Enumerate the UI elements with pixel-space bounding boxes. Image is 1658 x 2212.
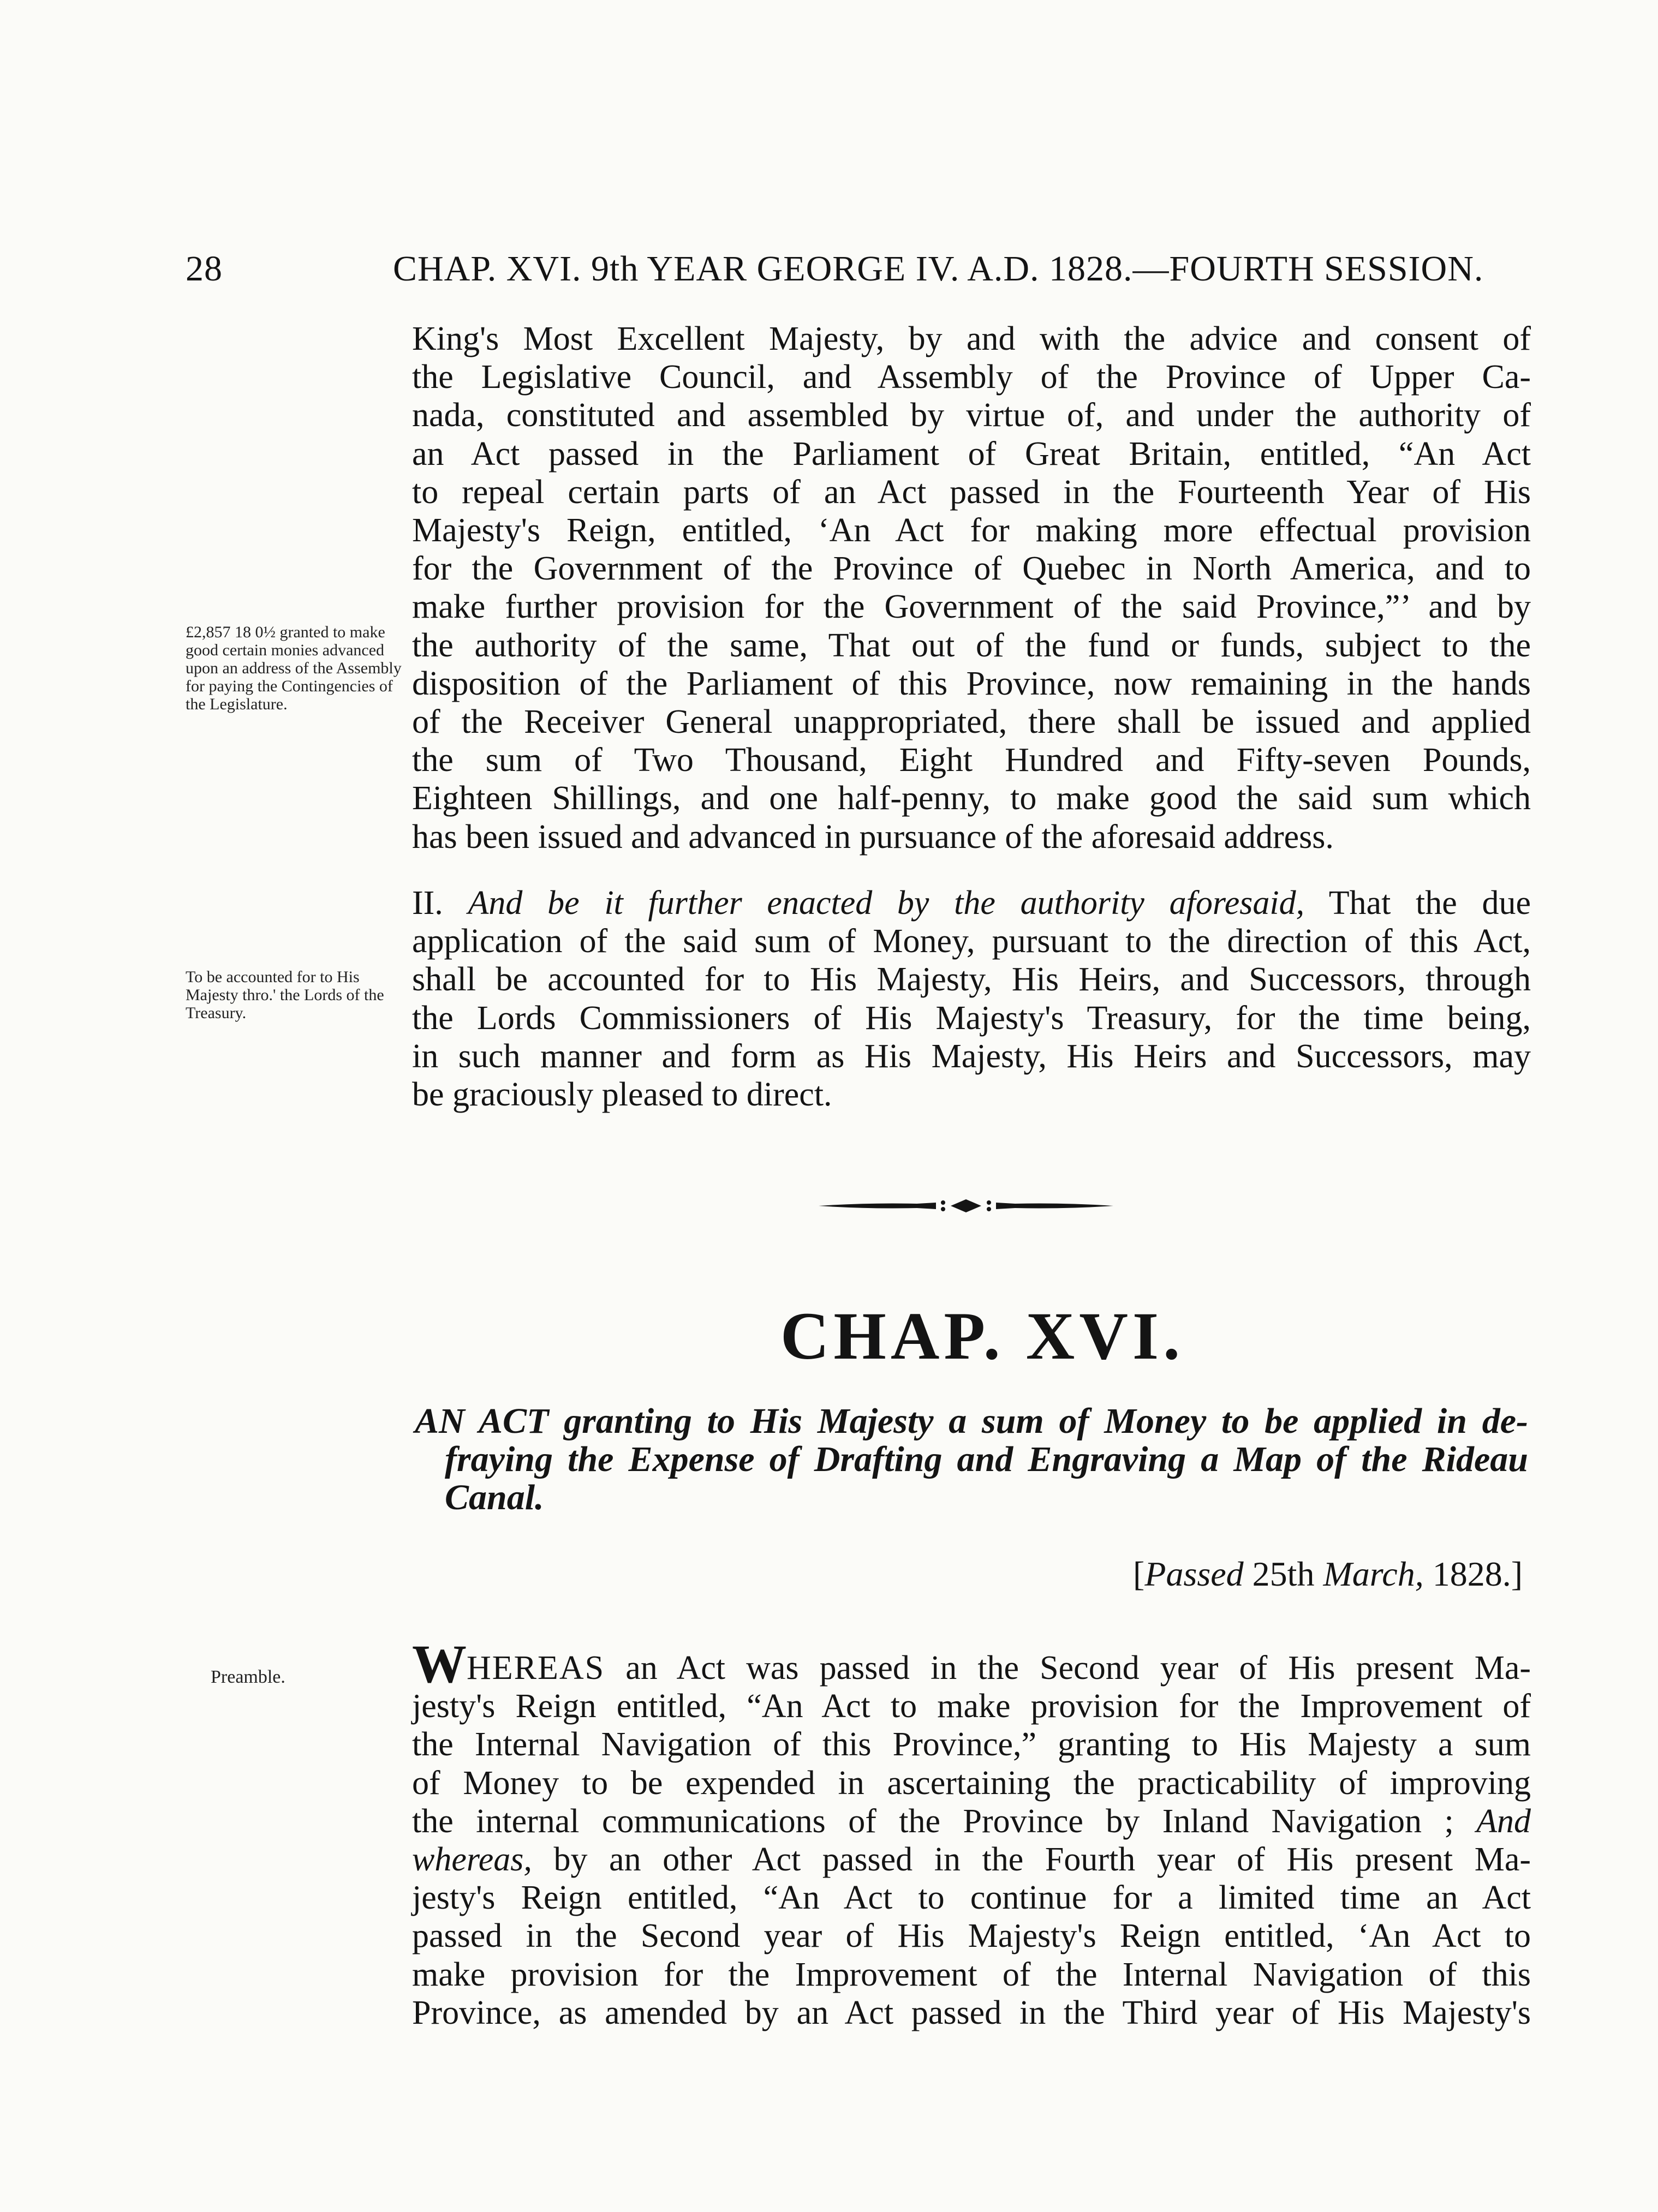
- smallcaps-word: HEREAS: [467, 1649, 605, 1687]
- text-line: be graciously pleased to direct.: [412, 1076, 832, 1114]
- section-number: II.: [412, 884, 443, 922]
- text-line: has been issued and advanced in pursuance of the aforesaid address.: [412, 818, 1334, 856]
- passed-word: Passed: [1144, 1555, 1244, 1593]
- text-line: Majesty's Reign, entitled, ‘An Act for making more effectual provision: [412, 512, 1531, 549]
- text-fragment: That the due: [1328, 884, 1531, 922]
- running-head: [186, 248, 1506, 290]
- paragraph-preamble: [412, 1634, 1531, 2032]
- text-line: application of the said sum of Money, pursuant to the direction of this Act,: [412, 923, 1531, 960]
- text-line: the Lords Commissioners of His Majesty's Treasury, for the time being,: [412, 999, 1531, 1037]
- text-line: make further provision for the Government of the said Province,”’ and by: [412, 588, 1531, 626]
- passed-year: 1828.]: [1432, 1555, 1523, 1593]
- margin-note-accounting: To be accounted for to His Majesty thro.' the Lords of the Treasury.: [186, 968, 384, 1022]
- text-line: the Legislative Council, and Assembly of the Province of Upper Ca-: [412, 358, 1531, 396]
- text-fragment: granting to His Majesty a sum of Money to be applied in de-: [564, 1401, 1528, 1441]
- margin-note-grant: £2,857 18 0½ granted to make good certain monies advanced upon an address of the Assembly for paying the Contingencies of the Legislature.: [186, 623, 402, 713]
- text-line: make provision for the Improvement of the Internal Navigation of this: [412, 1956, 1531, 1993]
- text-line: of Money to be expended in ascertaining the practicability of improving: [412, 1764, 1531, 1802]
- text-line: in such manner and form as His Majesty, His Heirs and Successors, may: [412, 1037, 1531, 1075]
- text-line: Province, as amended by an Act passed in the Third year of His Majesty's: [412, 1994, 1531, 2031]
- act-title: [415, 1402, 1528, 1517]
- passed-day: 25th: [1252, 1555, 1315, 1593]
- running-title: CHAP. XVI. 9th YEAR GEORGE IV. A.D. 1828.—FOURTH SESSION.: [393, 249, 1484, 289]
- and-whereas: And: [1476, 1802, 1531, 1840]
- text-line: [412, 884, 1531, 922]
- text-line: of the Receiver General unappropriated, there shall be issued and applied: [412, 703, 1531, 741]
- text-line: Canal.: [445, 1478, 544, 1517]
- chapter-heading: CHAP. XVI.: [780, 1299, 1185, 1373]
- text-line: passed in the Second year of His Majesty's Reign entitled, ‘An Act to: [412, 1917, 1531, 1955]
- page-number: 28: [186, 249, 223, 289]
- margin-note-preamble: Preamble.: [211, 1667, 285, 1687]
- and-whereas: whereas,: [412, 1841, 532, 1879]
- text-fragment: an Act was passed in the Second year of His present Ma-: [625, 1649, 1531, 1687]
- paragraph-section-2: [412, 884, 1531, 1114]
- text-line: [415, 1402, 1528, 1440]
- text-line: the Internal Navigation of this Province,” granting to His Majesty a sum: [412, 1726, 1531, 1763]
- text-line: the sum of Two Thousand, Eight Hundred and Fifty-seven Pounds,: [412, 742, 1531, 779]
- text-line: [412, 1802, 1531, 1840]
- text-line: [412, 1840, 1531, 1879]
- text-line: King's Most Excellent Majesty, by and with the advice and consent of: [412, 320, 1531, 357]
- drop-capital: W: [412, 1634, 467, 1694]
- passed-month: March,: [1323, 1555, 1424, 1593]
- an-act-label: AN ACT: [415, 1401, 549, 1441]
- text-line: [412, 1634, 1531, 1694]
- text-line: nada, constituted and assembled by virtue of, and under the authority of: [412, 397, 1531, 434]
- enacting-words: And be it further enacted by the authority aforesaid,: [468, 884, 1305, 922]
- text-fragment: by an other Act passed in the Fourth year of His present Ma-: [553, 1841, 1531, 1879]
- text-line: for the Government of the Province of Quebec in North America, and to: [412, 550, 1531, 588]
- bracket: [: [1133, 1555, 1145, 1593]
- text-line: Eighteen Shillings, and one half-penny, to make good the said sum which: [412, 780, 1531, 817]
- text-line: jesty's Reign entitled, “An Act to make provision for the Improvement of: [412, 1688, 1531, 1725]
- ornament-divider: [813, 1195, 1119, 1217]
- text-line: jesty's Reign entitled, “An Act to continue for a limited time an Act: [412, 1879, 1531, 1917]
- text-line: the authority of the same, That out of the fund or funds, subject to the: [412, 626, 1531, 664]
- text-line: fraying the Expense of Drafting and Engraving a Map of the Rideau: [445, 1439, 1528, 1479]
- text-fragment: the internal communications of the Province by Inland Navigation ;: [412, 1802, 1454, 1840]
- text-line: to repeal certain parts of an Act passed in the Fourteenth Year of His: [412, 473, 1531, 511]
- text-line: shall be accounted for to His Majesty, His Heirs, and Successors, through: [412, 961, 1531, 999]
- text-line: disposition of the Parliament of this Province, now remaining in the hands: [412, 665, 1531, 702]
- text-line: an Act passed in the Parliament of Great Britain, entitled, “An Act: [412, 435, 1531, 473]
- passed-date: [1031, 1554, 1523, 1594]
- paragraph-enacting-clause: [412, 320, 1531, 856]
